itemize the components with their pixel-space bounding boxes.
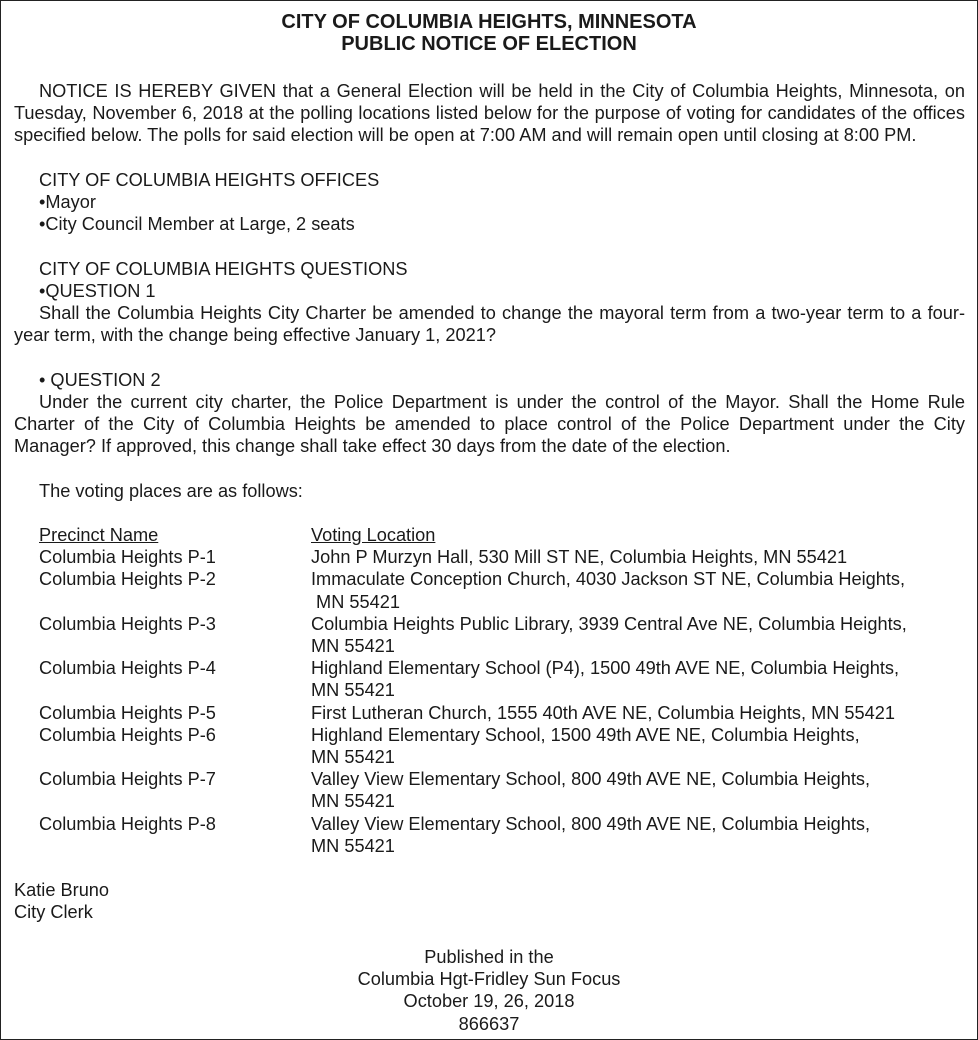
precinct-name: Columbia Heights P-6 (39, 724, 216, 745)
office-item: •Mayor (39, 192, 96, 212)
precinct-name: Columbia Heights P-2 (39, 569, 216, 590)
voting-location (311, 546, 965, 568)
question-2-label: • QUESTION 2 (39, 369, 161, 390)
notice-subtitle: PUBLIC NOTICE OF ELECTION (341, 33, 637, 55)
voting-location (311, 724, 965, 768)
offices-heading: CITY OF COLUMBIA HEIGHTS OFFICES (39, 169, 380, 190)
notice-header (1, 11, 977, 55)
signature-block (14, 879, 109, 923)
precinct-column-header: Precinct Name (39, 524, 159, 545)
voting-location (311, 568, 965, 612)
location-line: MN 55421 (311, 747, 395, 768)
location-line: MN 55421 (311, 591, 400, 612)
office-item: •City Council Member at Large, 2 seats (39, 214, 355, 235)
location-line: MN 55421 (311, 680, 395, 701)
location-line: Immaculate Conception Church, 4030 Jackson ST NE, Columbia Heights, (311, 569, 906, 590)
precinct-name: Columbia Heights P-7 (39, 769, 216, 790)
precinct-name: Columbia Heights P-3 (39, 613, 216, 634)
voting-location (311, 613, 965, 657)
location-column-header: Voting Location (311, 524, 436, 545)
precinct-name: Columbia Heights P-5 (39, 702, 216, 723)
location-line: Valley View Elementary School, 800 49th AVE NE, Columbia Heights, (311, 769, 871, 790)
voting-location (311, 702, 965, 724)
location-line: Columbia Heights Public Library, 3939 Central Ave NE, Columbia Heights, (311, 613, 907, 634)
publication-dates: October 19, 26, 2018 (403, 991, 575, 1012)
voting-location (311, 657, 965, 701)
table-row (14, 702, 965, 724)
publication-name: Columbia Hgt-Fridley Sun Focus (357, 969, 621, 990)
table-row (14, 546, 965, 568)
notice-id: 866637 (458, 1013, 520, 1034)
table-row (14, 568, 965, 612)
table-row (14, 657, 965, 701)
table-row (14, 813, 965, 857)
location-line: MN 55421 (311, 636, 395, 656)
clerk-title: City Clerk (14, 902, 93, 923)
location-line: Valley View Elementary School, 800 49th AVE NE, Columbia Heights, (311, 813, 871, 834)
publication-info (1, 946, 977, 1035)
clerk-name: Katie Bruno (14, 880, 110, 900)
precinct-name: Columbia Heights P-8 (39, 813, 216, 834)
question-1-text: Shall the Columbia Heights City Charter be amended to change the mayoral term from a two-year term to a four-year term, with the change being effective January 1, 2021? (14, 303, 965, 346)
location-line: MN 55421 (311, 835, 395, 856)
table-row (14, 768, 965, 812)
published-in: Published in the (424, 947, 554, 967)
voting-location (311, 813, 965, 857)
voting-intro: The voting places are as follows: (39, 480, 303, 501)
location-line: Highland Elementary School, 1500 49th AVE NE, Columbia Heights, (311, 724, 860, 745)
location-line: Highland Elementary School (P4), 1500 49th AVE NE, Columbia Heights, (311, 658, 900, 679)
precinct-name: Columbia Heights P-4 (39, 658, 216, 679)
location-line: MN 55421 (311, 791, 395, 812)
precinct-name: Columbia Heights P-1 (39, 547, 216, 568)
location-line: First Lutheran Church, 1555 40th AVE NE, Columbia Heights, MN 55421 (311, 702, 895, 723)
table-row (14, 724, 965, 768)
table-row (14, 613, 965, 657)
notice-title: CITY OF COLUMBIA HEIGHTS, MINNESOTA (281, 11, 697, 33)
location-line: John P Murzyn Hall, 530 Mill ST NE, Columbia Heights, MN 55421 (311, 547, 848, 568)
voting-table-header (14, 524, 965, 546)
notice-body (14, 80, 965, 857)
question-2-text: Under the current city charter, the Police Department is under the control of the Mayor. Shall the Home Rule Charter of the City of Columbia Heights be amended to place control of the Police Department under the City Manager? If approved, this change shall take effect 30 days from the date of the election. (14, 391, 965, 457)
questions-heading: CITY OF COLUMBIA HEIGHTS QUESTIONS (39, 258, 408, 279)
intro-paragraph: NOTICE IS HEREBY GIVEN that a General Election will be held in the City of Columbia Heights, Minnesota, on Tuesday, November 6, 2018 at the polling locations listed below for the purpose of voting for candidates of the offices specified below. The polls for said election will be open at 7:00 AM and will remain open until closing at 8:00 PM. (14, 81, 965, 146)
voting-location (311, 768, 965, 812)
question-1-label: •QUESTION 1 (39, 280, 156, 301)
